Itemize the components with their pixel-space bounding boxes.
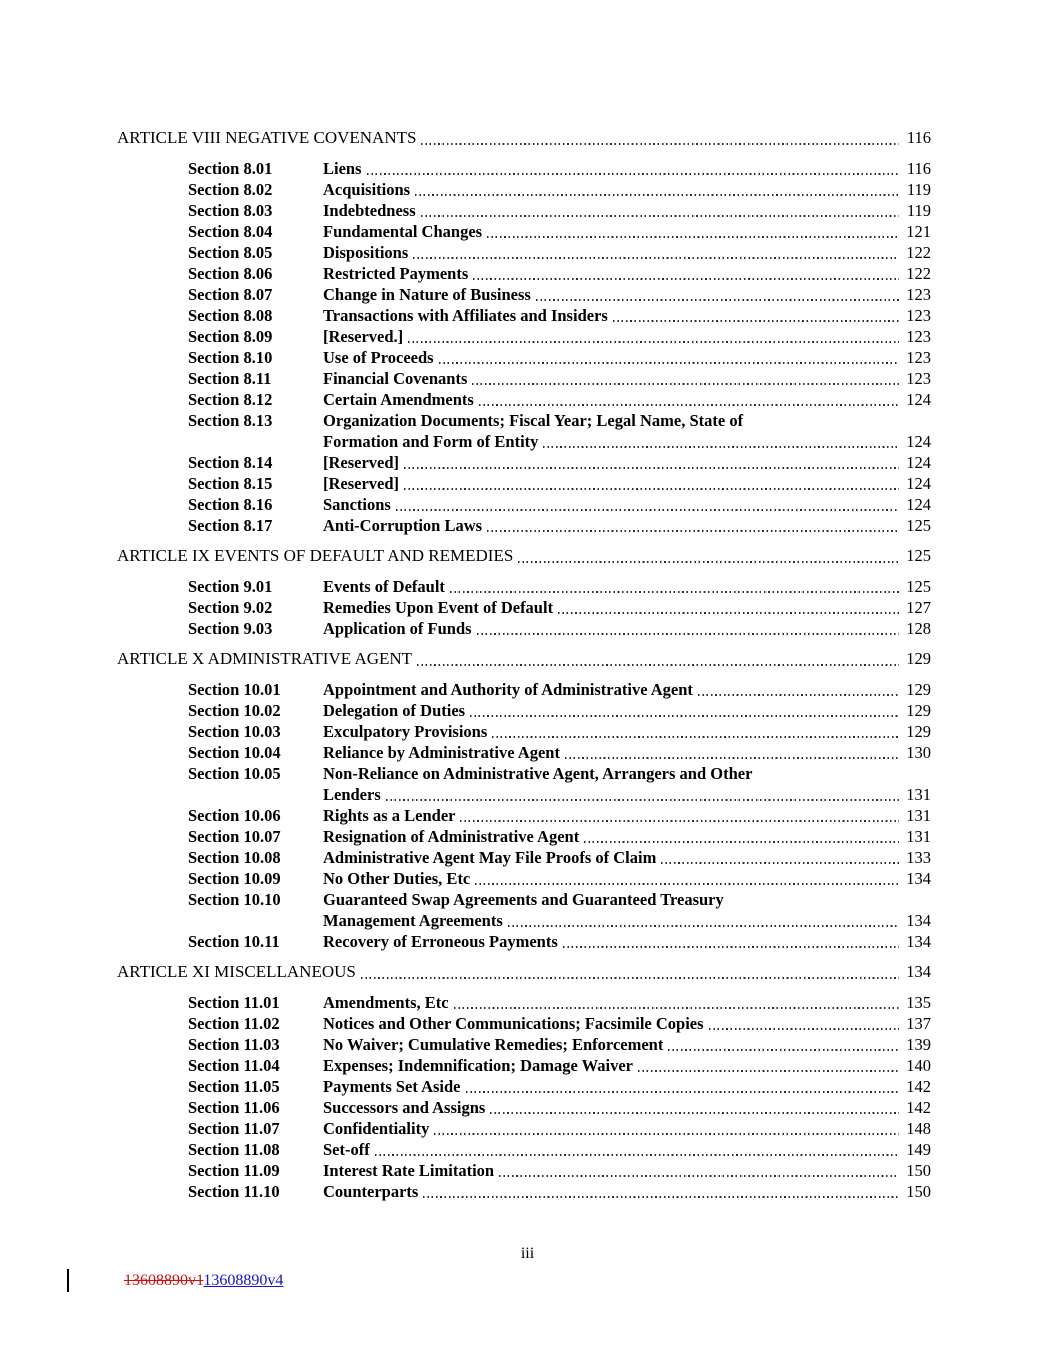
toc-entry-title: No Other Duties, Etc — [323, 869, 471, 888]
toc-section-number: Section 8.08 — [188, 306, 273, 325]
toc-continuation-row — [117, 431, 931, 452]
toc-article-row — [117, 545, 931, 567]
toc-page-number: 131 — [906, 785, 931, 804]
dot-leader — [404, 467, 899, 469]
toc-section-row — [117, 158, 931, 179]
toc-entry-title: Anti-Corruption Laws — [323, 516, 483, 535]
toc-section-number: Section 11.05 — [188, 1077, 280, 1096]
dot-leader — [661, 862, 899, 864]
toc-page-number: 137 — [906, 1014, 931, 1033]
toc-section-row — [117, 868, 931, 889]
toc-section-number: Section 10.07 — [188, 827, 281, 846]
dot-leader — [466, 1091, 900, 1093]
toc-page-number: 123 — [906, 369, 931, 388]
dot-leader — [386, 799, 899, 801]
toc-page-number: 116 — [906, 159, 931, 178]
toc-entry-title: Guaranteed Swap Agreements and Guaranteed Treasury — [323, 890, 724, 909]
toc-page-number: 124 — [906, 453, 931, 472]
toc-entry-title: Reliance by Administrative Agent — [323, 743, 560, 762]
toc-section-row — [117, 1181, 931, 1202]
toc-entry-title: Transactions with Affiliates and Insiders — [323, 306, 608, 325]
footer-page-number: iii — [520, 1245, 535, 1262]
dot-leader — [470, 715, 899, 717]
toc-section-row — [117, 1034, 931, 1055]
toc-section-row — [117, 700, 931, 721]
toc-section-number: Section 11.08 — [188, 1140, 280, 1159]
dot-leader — [477, 633, 899, 635]
toc-page-number: 129 — [906, 701, 931, 720]
toc-page-number: 119 — [906, 180, 931, 199]
toc-section-row — [117, 1160, 931, 1181]
toc-page-number: 123 — [906, 306, 931, 325]
toc-section-number: Section 8.09 — [188, 327, 273, 346]
toc-entry-title: Recovery of Erroneous Payments — [323, 932, 558, 951]
toc-section-row — [117, 889, 931, 910]
toc-entry-title: Indebtedness — [323, 201, 416, 220]
dot-leader — [460, 820, 899, 822]
toc-section-number: Section 8.12 — [188, 390, 273, 409]
dot-leader — [475, 883, 899, 885]
toc-entry-title: Acquisitions — [323, 180, 411, 199]
dot-leader — [404, 488, 899, 490]
toc-section-number: Section 11.09 — [188, 1161, 280, 1180]
toc-entry-title: No Waiver; Cumulative Remedies; Enforcement — [323, 1035, 664, 1054]
toc-entry-title: Amendments, Etc — [323, 993, 449, 1012]
dot-leader — [361, 977, 899, 979]
toc-section-number: Section 8.13 — [188, 411, 273, 430]
toc-entry-title: Payments Set Aside — [323, 1077, 461, 1096]
toc-section-number: Section 8.14 — [188, 453, 273, 472]
dot-leader — [487, 530, 899, 532]
dot-leader — [668, 1049, 899, 1051]
toc-entry-title: Exculpatory Provisions — [323, 722, 488, 741]
toc-entry-title: Formation and Form of Entity — [323, 432, 539, 451]
toc-section-row — [117, 826, 931, 847]
toc-page-number: 125 — [906, 546, 931, 565]
toc-entry-title: [Reserved.] — [323, 327, 404, 346]
toc-section-number: Section 10.02 — [188, 701, 281, 720]
toc-page-number: 134 — [906, 911, 931, 930]
toc-page-number: 131 — [906, 806, 931, 825]
toc-section-row — [117, 679, 931, 700]
toc-section-row — [117, 389, 931, 410]
toc-section-number: Section 8.03 — [188, 201, 273, 220]
toc-page-number: 125 — [906, 577, 931, 596]
toc-section-number: Section 8.04 — [188, 222, 273, 241]
toc-entry-title: Application of Funds — [323, 619, 472, 638]
dot-leader — [396, 509, 899, 511]
toc-section-number: Section 10.03 — [188, 722, 281, 741]
toc-page-number: 128 — [906, 619, 931, 638]
dot-leader — [421, 215, 899, 217]
toc-page-number: 150 — [906, 1161, 931, 1180]
toc-section-row — [117, 473, 931, 494]
toc-page-number: 127 — [906, 598, 931, 617]
dot-leader — [434, 1133, 899, 1135]
dot-leader — [439, 362, 899, 364]
toc-article-title: ARTICLE X ADMINISTRATIVE AGENT — [117, 649, 413, 668]
toc-article-title: ARTICLE XI MISCELLANEOUS — [117, 962, 356, 981]
toc-entry-title: Certain Amendments — [323, 390, 474, 409]
toc-section-row — [117, 618, 931, 639]
toc-section-row — [117, 763, 931, 784]
toc-section-row — [117, 847, 931, 868]
toc-section-number: Section 8.17 — [188, 516, 273, 535]
toc-section-row — [117, 1118, 931, 1139]
dot-leader — [375, 1154, 899, 1156]
toc-entry-title: Resignation of Administrative Agent — [323, 827, 580, 846]
toc-section-row — [117, 242, 931, 263]
toc-page-number: 148 — [906, 1119, 931, 1138]
toc-page-number: 124 — [906, 432, 931, 451]
toc-page-number: 129 — [906, 649, 931, 668]
toc-section-number: Section 9.03 — [188, 619, 273, 638]
dot-leader — [698, 694, 899, 696]
toc-section-row — [117, 742, 931, 763]
toc-entry-title: Sanctions — [323, 495, 391, 514]
toc-section-number: Section 10.10 — [188, 890, 281, 909]
toc-entry-title: Organization Documents; Fiscal Year; Legal Name, State of — [323, 411, 744, 430]
toc-article-title: ARTICLE IX EVENTS OF DEFAULT AND REMEDIES — [117, 546, 514, 565]
dot-leader — [518, 561, 899, 563]
toc-page-number: 130 — [906, 743, 931, 762]
toc-section-row — [117, 931, 931, 952]
toc-entry-title: Events of Default — [323, 577, 445, 596]
document-id-deleted: 13608890v1 — [124, 1272, 204, 1289]
toc-entry-title: Fundamental Changes — [323, 222, 483, 241]
toc-entry-title: Remedies Upon Event of Default — [323, 598, 554, 617]
dot-leader — [638, 1070, 899, 1072]
toc-section-number: Section 10.09 — [188, 869, 281, 888]
toc-section-row — [117, 263, 931, 284]
toc-page-number: 142 — [906, 1098, 931, 1117]
toc-section-row — [117, 410, 931, 431]
toc-continuation-row — [117, 784, 931, 805]
toc-section-number: Section 10.06 — [188, 806, 281, 825]
toc-entry-title: Administrative Agent May File Proofs of Claim — [323, 848, 657, 867]
toc-entry-title: Interest Rate Limitation — [323, 1161, 495, 1180]
toc-page-number: 119 — [906, 201, 931, 220]
toc-article-title: ARTICLE VIII NEGATIVE COVENANTS — [117, 128, 417, 147]
dot-leader — [408, 341, 899, 343]
toc-entry-title: Liens — [323, 159, 362, 178]
toc-section-number: Section 9.01 — [188, 577, 273, 596]
dot-leader — [473, 278, 899, 280]
table-of-contents — [117, 127, 931, 1202]
revision-change-bar — [67, 1269, 69, 1292]
toc-section-number: Section 8.06 — [188, 264, 273, 283]
toc-section-row — [117, 1097, 931, 1118]
toc-entry-title: Delegation of Duties — [323, 701, 466, 720]
toc-section-number: Section 10.08 — [188, 848, 281, 867]
toc-page-number: 124 — [906, 474, 931, 493]
toc-section-row — [117, 368, 931, 389]
toc-section-row — [117, 1076, 931, 1097]
toc-page-number: 139 — [906, 1035, 931, 1054]
toc-entry-title: Management Agreements — [323, 911, 503, 930]
document-id-inserted: 13608890v4 — [203, 1272, 284, 1289]
toc-section-number: Section 10.11 — [188, 932, 280, 951]
toc-entry-title: Dispositions — [323, 243, 409, 262]
toc-section-number: Section 11.06 — [188, 1098, 280, 1117]
toc-page-number: 123 — [906, 285, 931, 304]
toc-section-number: Section 9.02 — [188, 598, 273, 617]
toc-section-number: Section 8.01 — [188, 159, 273, 178]
toc-section-number: Section 11.01 — [188, 993, 280, 1012]
toc-section-row — [117, 515, 931, 536]
dot-leader — [472, 383, 899, 385]
dot-leader — [492, 736, 899, 738]
dot-leader — [543, 446, 899, 448]
toc-section-row — [117, 179, 931, 200]
toc-section-number: Section 11.07 — [188, 1119, 280, 1138]
toc-page-number: 135 — [906, 993, 931, 1012]
dot-leader — [421, 143, 899, 145]
toc-section-number: Section 11.10 — [188, 1182, 280, 1201]
dot-leader — [454, 1007, 899, 1009]
toc-page-number: 121 — [906, 222, 931, 241]
toc-page-number: 123 — [906, 348, 931, 367]
toc-section-row — [117, 200, 931, 221]
toc-section-row — [117, 992, 931, 1013]
toc-section-number: Section 10.05 — [188, 764, 281, 783]
toc-page-number: 140 — [906, 1056, 931, 1075]
toc-section-number: Section 8.16 — [188, 495, 273, 514]
toc-section-row — [117, 284, 931, 305]
dot-leader — [584, 841, 899, 843]
document-id-line — [124, 1272, 283, 1290]
toc-entry-title: Notices and Other Communications; Facsimile Copies — [323, 1014, 704, 1033]
dot-leader — [613, 320, 899, 322]
toc-entry-title: Lenders — [323, 785, 381, 804]
toc-page-number: 150 — [906, 1182, 931, 1201]
dot-leader — [499, 1175, 899, 1177]
toc-section-row — [117, 1139, 931, 1160]
toc-page-number: 123 — [906, 327, 931, 346]
toc-entry-title: Restricted Payments — [323, 264, 469, 283]
dot-leader — [487, 236, 899, 238]
toc-section-number: Section 11.04 — [188, 1056, 280, 1075]
toc-section-row — [117, 452, 931, 473]
toc-section-number: Section 11.03 — [188, 1035, 280, 1054]
toc-entry-title: Set-off — [323, 1140, 370, 1159]
dot-leader — [413, 257, 899, 259]
toc-section-number: Section 8.02 — [188, 180, 273, 199]
toc-article-row — [117, 961, 931, 983]
toc-page-number: 134 — [906, 869, 931, 888]
toc-section-row — [117, 721, 931, 742]
toc-entry-title: Confidentiality — [323, 1119, 430, 1138]
dot-leader — [709, 1028, 899, 1030]
toc-page-number: 124 — [906, 390, 931, 409]
toc-entry-title: Change in Nature of Business — [323, 285, 531, 304]
toc-article-row — [117, 648, 931, 670]
toc-entry-title: Non-Reliance on Administrative Agent, Arrangers and Other — [323, 764, 753, 783]
dot-leader — [508, 925, 899, 927]
toc-article-row — [117, 127, 931, 149]
toc-section-number: Section 10.01 — [188, 680, 281, 699]
toc-page-number: 122 — [906, 243, 931, 262]
toc-page-number: 134 — [906, 962, 931, 981]
toc-section-row — [117, 805, 931, 826]
toc-entry-title: Financial Covenants — [323, 369, 468, 388]
toc-entry-title: Use of Proceeds — [323, 348, 434, 367]
toc-section-number: Section 8.07 — [188, 285, 273, 304]
toc-page-number: 129 — [906, 680, 931, 699]
toc-page-number: 122 — [906, 264, 931, 283]
toc-section-row — [117, 494, 931, 515]
toc-entry-title: [Reserved] — [323, 453, 400, 472]
dot-leader — [417, 664, 899, 666]
toc-section-row — [117, 1055, 931, 1076]
toc-page-number: 142 — [906, 1077, 931, 1096]
toc-section-number: Section 8.15 — [188, 474, 273, 493]
toc-section-number: Section 8.05 — [188, 243, 273, 262]
toc-section-number: Section 8.10 — [188, 348, 273, 367]
toc-page-number: 133 — [906, 848, 931, 867]
dot-leader — [450, 591, 899, 593]
toc-section-row — [117, 1013, 931, 1034]
toc-page-number: 129 — [906, 722, 931, 741]
dot-leader — [563, 946, 899, 948]
toc-entry-title: [Reserved] — [323, 474, 400, 493]
toc-section-row — [117, 576, 931, 597]
dot-leader — [558, 612, 899, 614]
dot-leader — [479, 404, 899, 406]
toc-section-row — [117, 221, 931, 242]
toc-section-number: Section 11.02 — [188, 1014, 280, 1033]
dot-leader — [490, 1112, 899, 1114]
toc-entry-title: Rights as a Lender — [323, 806, 456, 825]
dot-leader — [415, 194, 899, 196]
toc-entry-title: Appointment and Authority of Administrative Agent — [323, 680, 693, 699]
toc-page-number: 149 — [906, 1140, 931, 1159]
toc-page-number: 125 — [906, 516, 931, 535]
toc-page-number: 124 — [906, 495, 931, 514]
dot-leader — [565, 757, 899, 759]
dot-leader — [367, 173, 899, 175]
toc-section-row — [117, 347, 931, 368]
toc-entry-title: Successors and Assigns — [323, 1098, 486, 1117]
toc-section-row — [117, 597, 931, 618]
dot-leader — [536, 299, 899, 301]
toc-page-number: 131 — [906, 827, 931, 846]
toc-section-row — [117, 326, 931, 347]
toc-entry-title: Counterparts — [323, 1182, 419, 1201]
toc-section-row — [117, 305, 931, 326]
toc-page-number: 116 — [906, 128, 931, 147]
toc-section-number: Section 8.11 — [188, 369, 272, 388]
toc-section-number: Section 10.04 — [188, 743, 281, 762]
toc-entry-title: Expenses; Indemnification; Damage Waiver — [323, 1056, 633, 1075]
dot-leader — [423, 1196, 899, 1198]
toc-continuation-row — [117, 910, 931, 931]
toc-page-number: 134 — [906, 932, 931, 951]
